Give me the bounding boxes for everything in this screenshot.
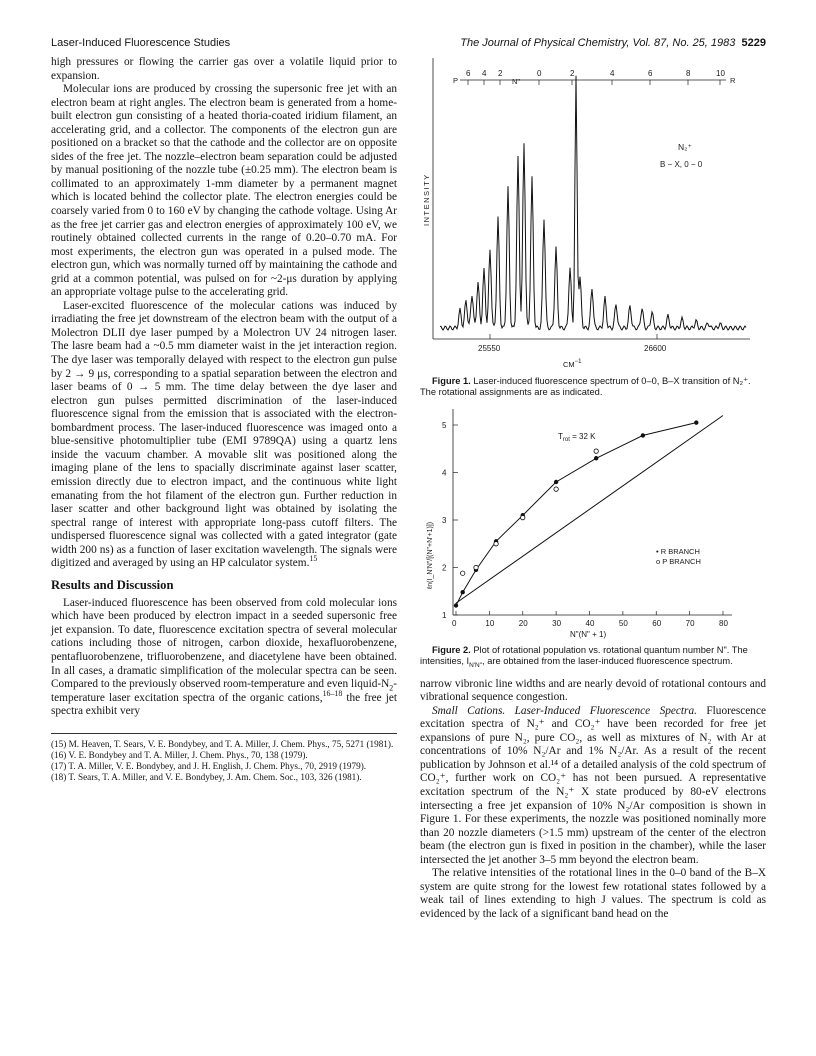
p-branch-point: [494, 541, 498, 545]
temperature-annotation: [558, 432, 596, 443]
paragraph-text: the free jet spectra exhibit very: [51, 691, 397, 718]
x-tick-label: 30: [552, 618, 562, 628]
journal-header: [460, 36, 766, 50]
p-branch-point: [460, 571, 464, 575]
x-tick-label: 80: [719, 618, 728, 628]
x-axis-label-text: CM: [563, 360, 575, 369]
r-tick-label: 8: [686, 69, 691, 78]
r-branch-point: [694, 420, 698, 424]
r-tick-label: 4: [610, 69, 615, 78]
figure-1-spectrum: [420, 56, 766, 372]
r-branch-point: [594, 456, 598, 460]
p-branch-point: [474, 565, 478, 569]
caption-label: Figure 2.: [432, 644, 471, 655]
reference: (16) V. E. Bondybey and T. A. Miller, J. Chem. Phys., 70, 138 (1979).: [51, 749, 308, 760]
p-branch-point: [554, 487, 558, 491]
x-tick-label: 10: [485, 618, 495, 628]
running-header: Laser-Induced Fluorescence Studies: [51, 37, 231, 49]
caption-text: , are obtained from the laser-induced fluorescence spectrum.: [482, 656, 733, 667]
paragraph: narrow vibronic line widths and are nearly devoid of rotational contours and vibrational sequence congestion.: [420, 677, 766, 704]
y-tick-label: 2: [442, 563, 447, 573]
p-branch-point: [594, 449, 598, 453]
paragraph-title: Small Cations. Laser-Induced Fluorescence Spectra.: [432, 704, 697, 717]
fit-line: [456, 415, 723, 603]
r-branch-label: R: [730, 76, 736, 85]
paragraph-text: Laser-excited fluorescence of the molecular cations was induced by irradiating the free jet downstream of the electron beam with the output of a Molectron DLII dye laser pumped by a Molectron UV 24 nitrogen laser. The lasre beam had a ~0.5 mm diameter waist in the jet interaction region. The dye laser was temporally delayed with respect to the electron gun pulse by 2 → 9 μs, corresponding to a spatial separation between the electron and laser beams of 0 → 5 mm. The time delay between the dye laser and electron gun pulses permitted discrimination of the laser-induced fluorescence signal from the emission that is associated with the electron-bombardment process. The laser-induced fluorescence was imaged onto a blue-sensitive photomultiplier tube (EMI 9789QA) using a quartz lens inside the vacuum chamber. A movable slit was positioned along the imaging plane of the lens to spacially discriminate against laser scatter, emission directly due to electron impact, and the continuous white light emanating from the hot filament of the electron gun. Further reduction in laser scatter and other background light was obtained by isolating the spectral range of interest with appropriate long-pass cutoff filters. The undispersed fluorescence signal was collected with a gated integrator (gate width 200 ns) as a function of laser excitation wavelength. The signals were digitized and averaged by using an HP calculator system.: [51, 299, 397, 570]
r-branch-point: [454, 603, 458, 607]
transition-label: B − X, 0 − 0: [660, 160, 703, 169]
left-column: [51, 56, 397, 783]
p-tick-label: 6: [466, 69, 471, 78]
y-axis-label: ℓn(I_N'N"/[(N"+N'+1)]): [427, 521, 434, 589]
paragraph: The relative intensities of the rotational lines in the 0–0 band of the B–X system are quite strong for the lowest few rotational states followed by a weak tail of lines extending to high J values. The spectrum is cold as evidenced by the lack of a significant band head on the: [420, 867, 766, 920]
reference: (15) M. Heaven, T. Sears, V. E. Bondybey, and T. A. Miller, J. Chem. Phys., 75, 5271 (1981).: [51, 738, 394, 749]
y-tick-label: 4: [442, 468, 447, 478]
r-tick-label: 0: [537, 69, 542, 78]
figure-2-plot: [420, 407, 766, 639]
r-branch-point: [460, 590, 464, 594]
x-tick-label: 70: [685, 618, 695, 628]
page-number: 5229: [741, 37, 766, 49]
paragraph-text: Fluorescence excitation spectra of N₂⁺ and CO₂⁺ have been recorded for free jet expansions of pure N₂, pure CO₂, as well as mixtures of N₂ with Ar at concentrations of 10% N₂/Ar and 1% N₂/Ar. As a result of the recent publication by Johnson et al.¹⁴ of a detailed analysis of the cold spectrum of CO₂⁺, further work on CO₂⁺ has not been pursued. A representative excitation spectrum of the N₂⁺ X state produced by 80-eV electrons intersecting a free jet expansion of 10% N₂/Ar composition is shown in Figure 1. For these experiments, the nozzle was positioned nominally more than 20 nozzle diameters (>1.5 mm) upstream of the center of the electron beam (the electron gun is fixed in position in the chamber), while the laser intersected the jet another 3–5 mm beyond the electron beam.: [420, 704, 766, 866]
x-tick-label: 50: [618, 618, 628, 628]
p-tick-label: 2: [498, 69, 503, 78]
paragraph: Laser-induced fluorescence has been observed from cold molecular ions which have been produced by electron impact in a seeded supersonic free jet expansion. To date, fluorescence excitation spectra of several molecular cations including those of nitrogen, carbon dioxide, hexafluorobenzene, pentafluorobenzene, trifluorobenzene, and diacetylene have been obtained. In all cases, a dramatic simplification of the molecular spectra can be seen. Compared to the previously observed room-temperature and even liquid-$N_2$-temperature laser excitation spectra of the organic cations,$^{16-18}$ the free jet spectra exhibit very: [51, 596, 397, 718]
r-tick-label: 10: [716, 69, 725, 78]
species-label: N₂⁺: [678, 142, 692, 152]
p-tick-label: 4: [482, 69, 487, 78]
figure-1-caption: [420, 376, 766, 399]
reference: (17) T. A. Miller, V. E. Bondybey, and J. H. English, J. Chem. Phys., 70, 2919 (1979).: [51, 760, 367, 771]
reference-mark: 16–18: [322, 688, 343, 698]
paragraph: Molecular ions are produced by crossing the supersonic free jet with an electron beam at right angles. The electron beam is generated from a home-built electron gun consisting of a heated thoria-coated iridium filament, an accelerating grid, and a collector. The components of the electron gun are positioned on a bracket so that the cathode and the collector are on opposite sides of the free jet. The nozzle–electron beam separation could be adjusted by manual positioning of the nozzle tube (±0.25 mm). The electron beam is collimated to an approximately 1-mm diameter by a permanent magnet which is located behind the collector plate. The electron energies could be coarsely varied from 0 to 160 eV by changing the cathode voltage. Using Ar as the free jet carrier gas and electron energies of approximately 100 eV, we routinely obtained collected currents in the range of 0.20–0.70 mA. For most experiments, the electron gun was operated in a pulsed mode. The electron gun, which was normally turned off by maintaining the cathode and grid at a common potential, was pulsed on for ~2-μs duration by applying an appropriate voltage pulse to the accelerating grid.: [51, 83, 397, 299]
r-tick-label: 2: [570, 69, 575, 78]
x-tick-label: 26600: [644, 344, 667, 353]
reference-mark: 15: [309, 554, 318, 564]
y-tick-label: 1: [442, 610, 447, 620]
x-tick-label: 20: [518, 618, 528, 628]
r-branch-point: [641, 433, 645, 437]
paragraph: [420, 705, 766, 868]
right-column: [420, 56, 766, 921]
y-tick-label: 3: [442, 515, 447, 525]
y-tick-label: 5: [442, 420, 447, 430]
annotation-sub: rot: [562, 436, 570, 443]
section-heading: Results and Discussion: [51, 577, 174, 592]
reference: (18) T. Sears, T. A. Miller, and V. E. Bondybey, J. Am. Chem. Soc., 103, 326 (1981).: [51, 771, 362, 782]
spectrum-trace: [440, 76, 746, 330]
caption-text: Laser-induced fluorescence spectrum of 0–0, B–X transition of N₂⁺. The rotational assignments are as indicated.: [420, 376, 751, 398]
journal-name: The Journal of Physical Chemistry, Vol. 87, No. 25, 1983: [460, 37, 736, 49]
p-branch-label: P: [453, 76, 459, 85]
paragraph-text: Laser-induced fluorescence has been observed from cold molecular ions which have been produced by electron impact in a seeded supersonic free jet expansion. To date, fluorescence excitation spectra of several molecular cations including those of nitrogen, carbon dioxide, hexafluorobenzene, pentafluorobenzene, trifluorobenzene, and diacetylene have been obtained. In all cases, a dramatic simplification of the molecular spectra can be seen. Compared to the previously observed room-temperature and even liquid-N: [51, 596, 397, 691]
caption-label: Figure 1.: [432, 376, 471, 386]
legend-r-branch: • R BRANCH: [656, 546, 700, 556]
annotation-end: = 32 K: [569, 431, 596, 441]
x-tick-label: 25550: [478, 344, 501, 353]
n-label: N": [512, 77, 521, 86]
x-axis-label: N"(N" + 1): [570, 629, 607, 639]
caption-text: Plot of rotational population vs. rotational quantum number N". The intensities, I: [420, 644, 748, 667]
legend-p-branch: o P BRANCH: [656, 556, 701, 566]
caption-sub: N'N": [469, 662, 483, 670]
x-axis-label: [563, 359, 582, 369]
figure-2-caption: [420, 645, 766, 668]
annotation-t: T: [558, 431, 563, 441]
y-axis-label: INTENSITY: [422, 173, 431, 226]
x-axis-label-sup: −1: [574, 359, 582, 365]
x-tick-label: 40: [585, 618, 595, 628]
x-tick-label: 60: [652, 618, 662, 628]
references: [51, 733, 397, 783]
x-tick-label: 0: [452, 618, 457, 628]
r-branch-point: [554, 480, 558, 484]
paragraph-text: -temperature laser excitation spectra of the organic cations,: [51, 678, 397, 704]
r-tick-label: 6: [648, 69, 653, 78]
paragraph: high pressures or flowing the carrier gas over a volatile liquid prior to expansion.: [51, 56, 397, 82]
p-branch-point: [521, 515, 525, 519]
paragraph: [51, 300, 397, 571]
